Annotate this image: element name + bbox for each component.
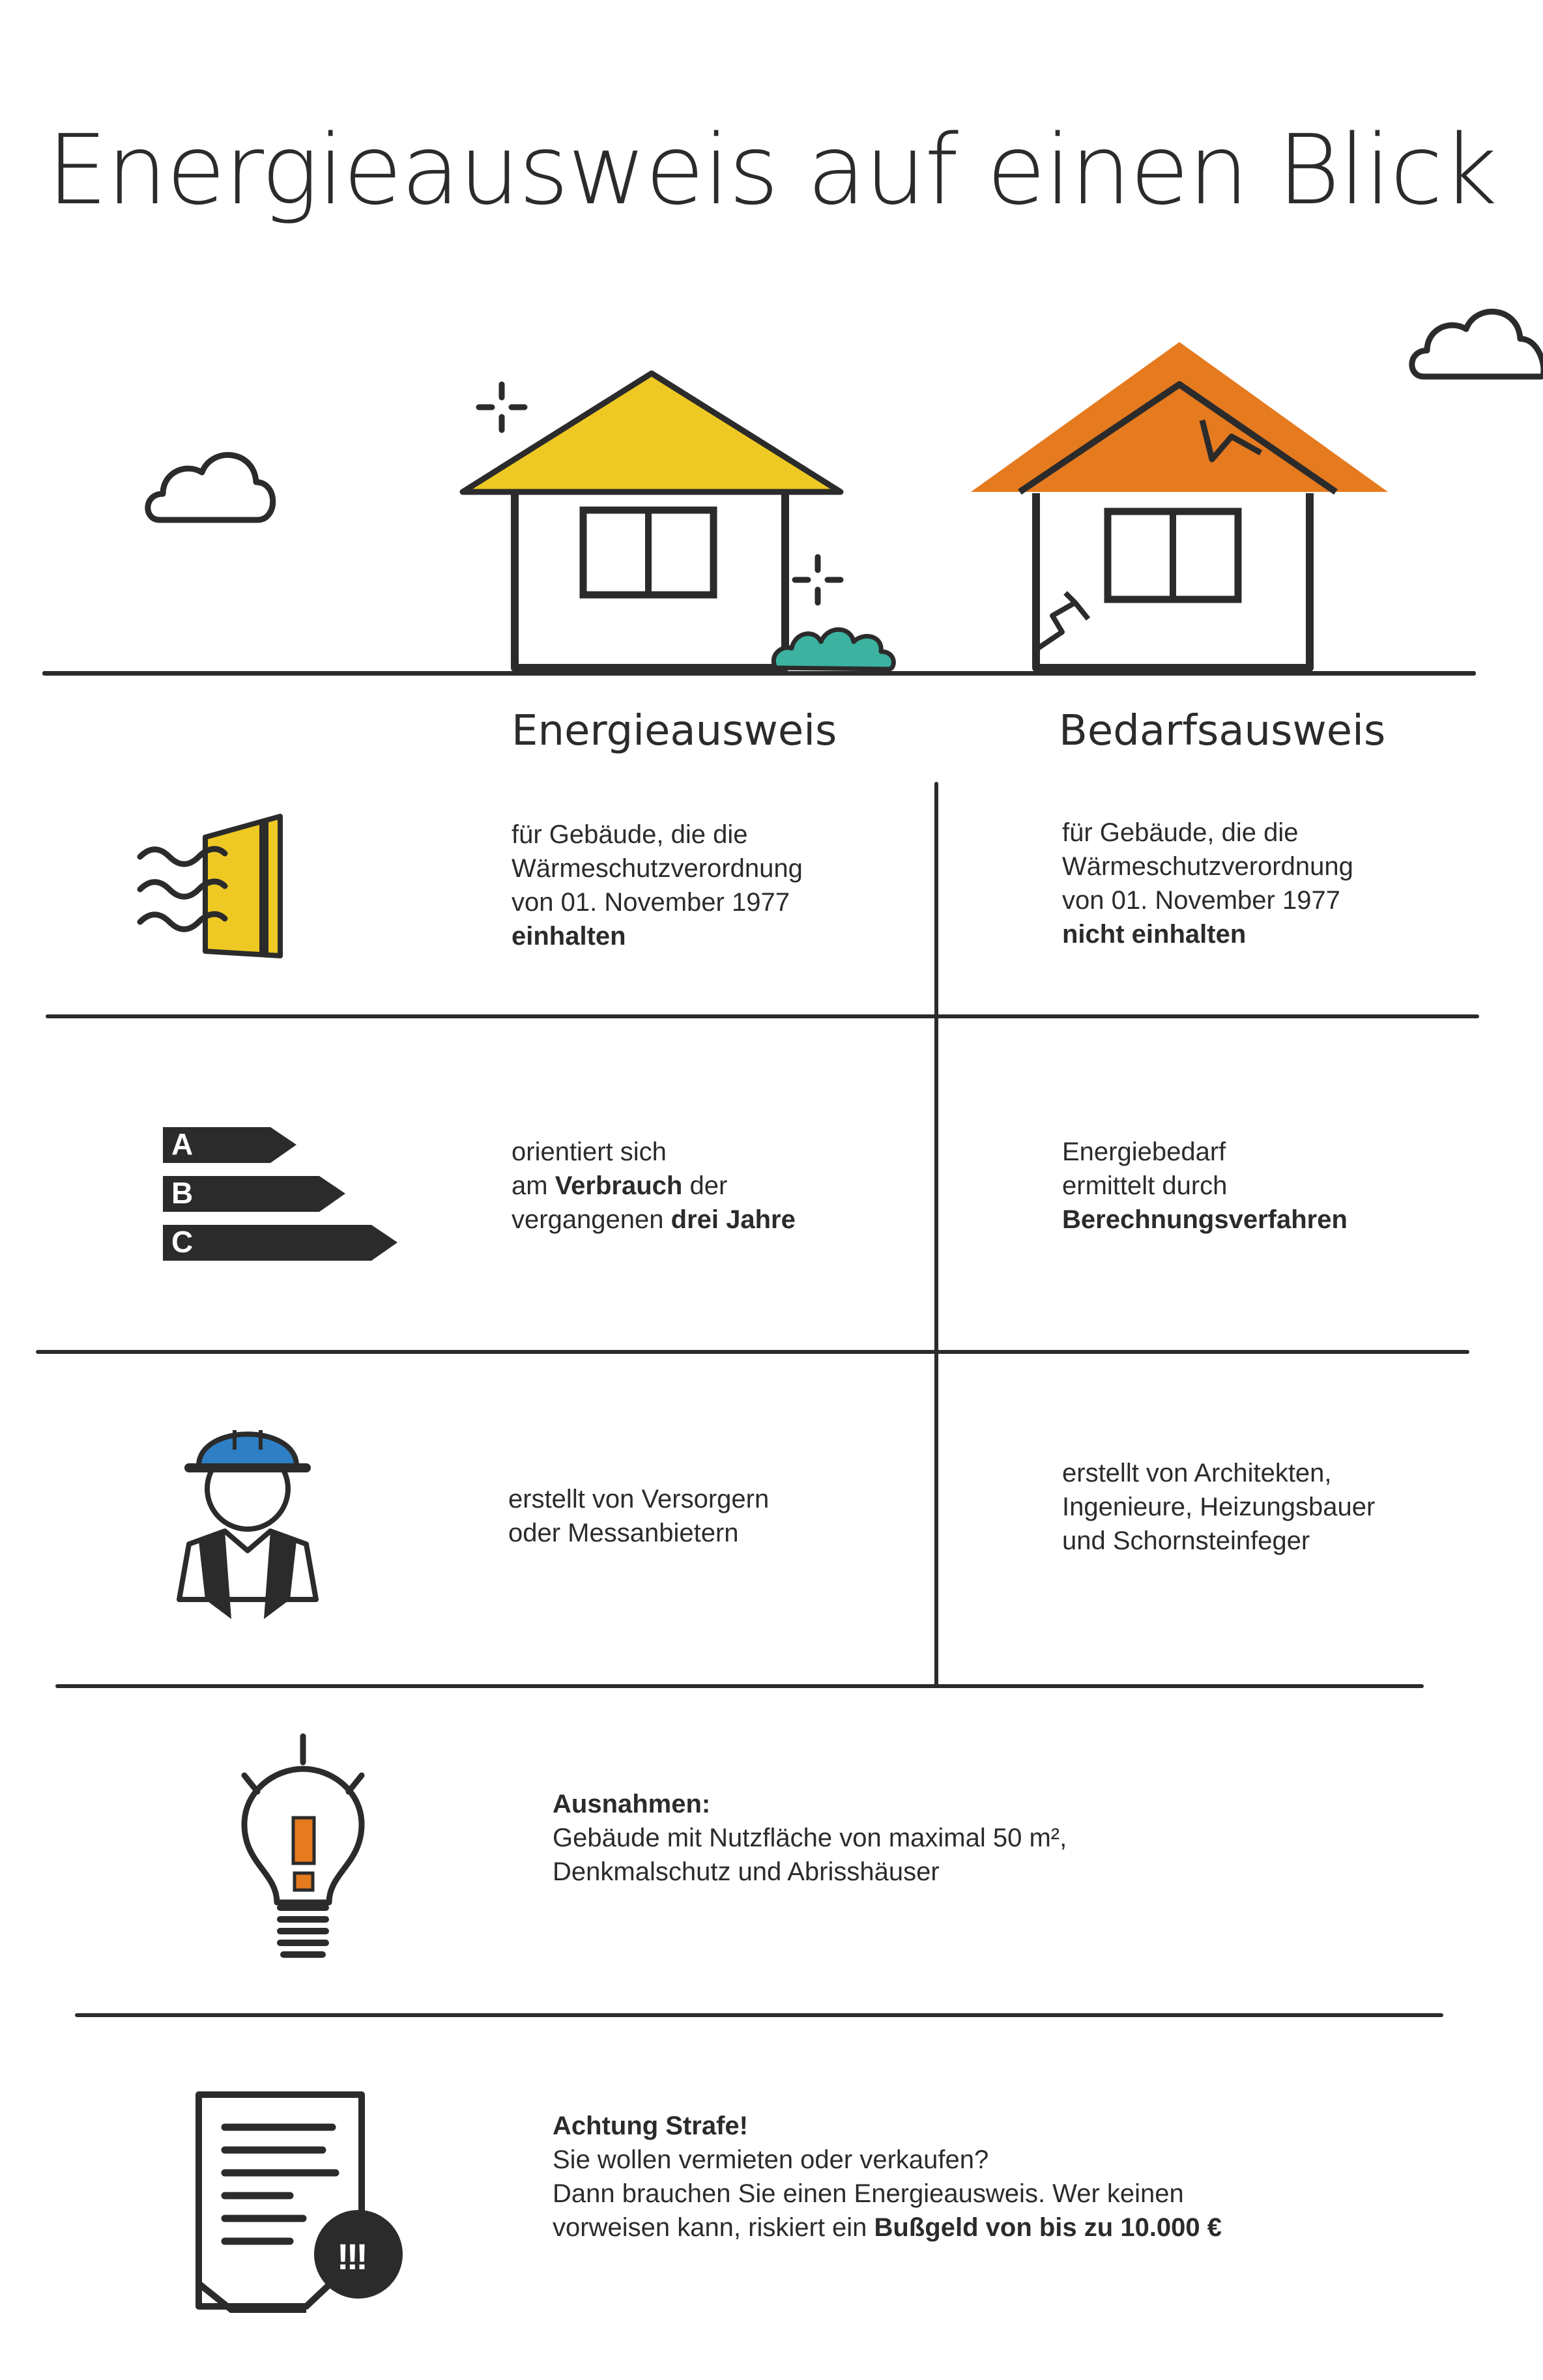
column-divider bbox=[934, 782, 938, 1687]
column-header-bedarfsausweis: Bedarfsausweis bbox=[1059, 707, 1386, 755]
column-header-energieausweis: Energieausweis bbox=[512, 707, 837, 755]
row1-left-text: für Gebäude, die die Wärmeschutzverordnung von 01. November 1977 einhalten bbox=[512, 820, 803, 951]
energy-class-label: B bbox=[171, 1176, 194, 1210]
row3-right-text: erstellt von Architekten, Ingenieure, Heizungsbauer und Schornsteinfeger bbox=[1062, 1459, 1376, 1555]
row-divider bbox=[46, 1014, 1479, 1018]
row3-left-text: erstellt von Versorgern oder Messanbietern bbox=[508, 1485, 770, 1547]
penalty-text: Achtung Strafe! Sie wollen vermieten oder verkaufen? Dann brauchen Sie einen Energieausweis. Wer keinen vorweisen kann, riskiert ein Bußgeld von bis zu 10.000 € bbox=[553, 2109, 1222, 2244]
energy-class-label: C bbox=[171, 1225, 194, 1259]
energy-class-label: A bbox=[171, 1127, 194, 1161]
row1-right-text: für Gebäude, die die Wärmeschutzverordnung von 01. November 1977 nicht einhalten bbox=[1062, 818, 1353, 949]
cloud-icon bbox=[1404, 293, 1543, 384]
bush-icon bbox=[769, 616, 899, 674]
energy-class-icon bbox=[160, 1124, 401, 1267]
exceptions-heading: Ausnahmen: bbox=[553, 1790, 711, 1818]
row-divider bbox=[55, 1684, 1424, 1688]
alert-badge: !!! bbox=[337, 2236, 366, 2277]
ground-line bbox=[42, 671, 1476, 676]
penalty-heading: Achtung Strafe! bbox=[553, 2112, 748, 2140]
document-alert-icon bbox=[192, 2088, 407, 2313]
page-title: Energieausweis auf einen Blick bbox=[46, 114, 1497, 226]
lightbulb-warning-icon bbox=[215, 1733, 391, 1961]
wall-insulation-icon bbox=[134, 811, 296, 961]
cloud-icon bbox=[140, 437, 283, 528]
row-divider bbox=[75, 2013, 1443, 2017]
exceptions-text: Ausnahmen: Gebäude mit Nutzfläche von maximal 50 m², Denkmalschutz und Abrisshäuser bbox=[553, 1787, 1067, 1889]
worker-hardhat-icon bbox=[169, 1404, 326, 1626]
house-damaged-icon bbox=[964, 339, 1394, 674]
row2-left-text: orientiert sich am Verbrauch der vergangenen drei Jahre bbox=[512, 1138, 796, 1234]
row2-right-text: Energiebedarf ermittelt durch Berechnungsverfahren bbox=[1062, 1138, 1348, 1234]
row-divider bbox=[36, 1350, 1469, 1354]
